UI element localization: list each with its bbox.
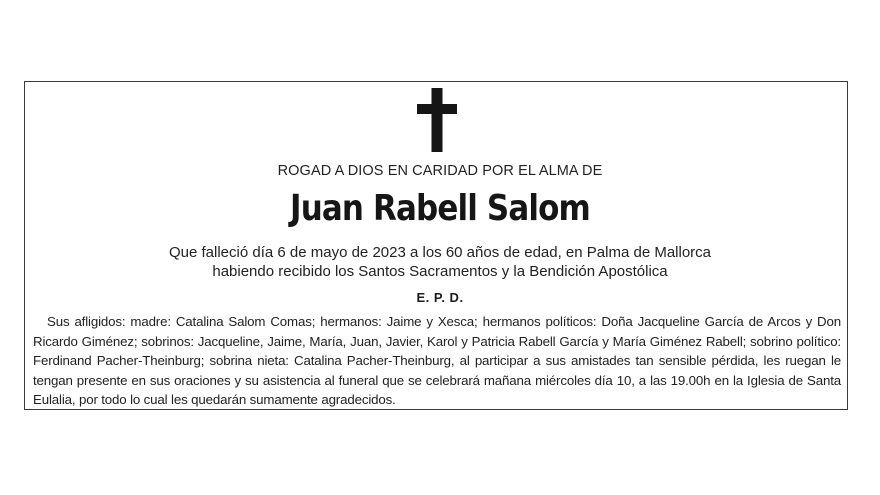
deceased-name: Juan Rabell Salom xyxy=(290,188,590,229)
epd-label: E. P. D. xyxy=(416,290,464,305)
death-details-line-1: Que falleció día 6 de mayo de 2023 a los 60 años de edad, en Palma de Mallorca xyxy=(168,244,712,261)
cross-icon xyxy=(417,88,457,152)
mourners-paragraph: Sus afligidos: madre: Catalina Salom Comas; hermanos: Jaime y Xesca; hermanos políticos: Doña Jacqueline García de Arcos y Don Ricardo Giménez; sobrinos: Jacqueline, Jaime, María, Juan, Javier, Karol y Patricia Rabell García y María Giménez Rabell; sobrino político: Ferdinand Pacher-Theinburg; sobrina nieta: Catalina Pacher-Theinburg, al participar a sus amistades tan sensible pérdida, les ruegan le tengan presente en sus oraciones y su asistencia al funeral que se celebrará mañana miércoles día 10, a las 19.00h en la Iglesia de Santa Eulalia, por todo lo cual les quedarán sumamente agradecidos. xyxy=(33,314,841,407)
death-details-line-2: habiendo recibido los Santos Sacramentos y la Bendición Apostólica xyxy=(212,263,668,280)
intro-text: ROGAD A DIOS EN CARIDAD POR EL ALMA DE xyxy=(277,163,603,179)
